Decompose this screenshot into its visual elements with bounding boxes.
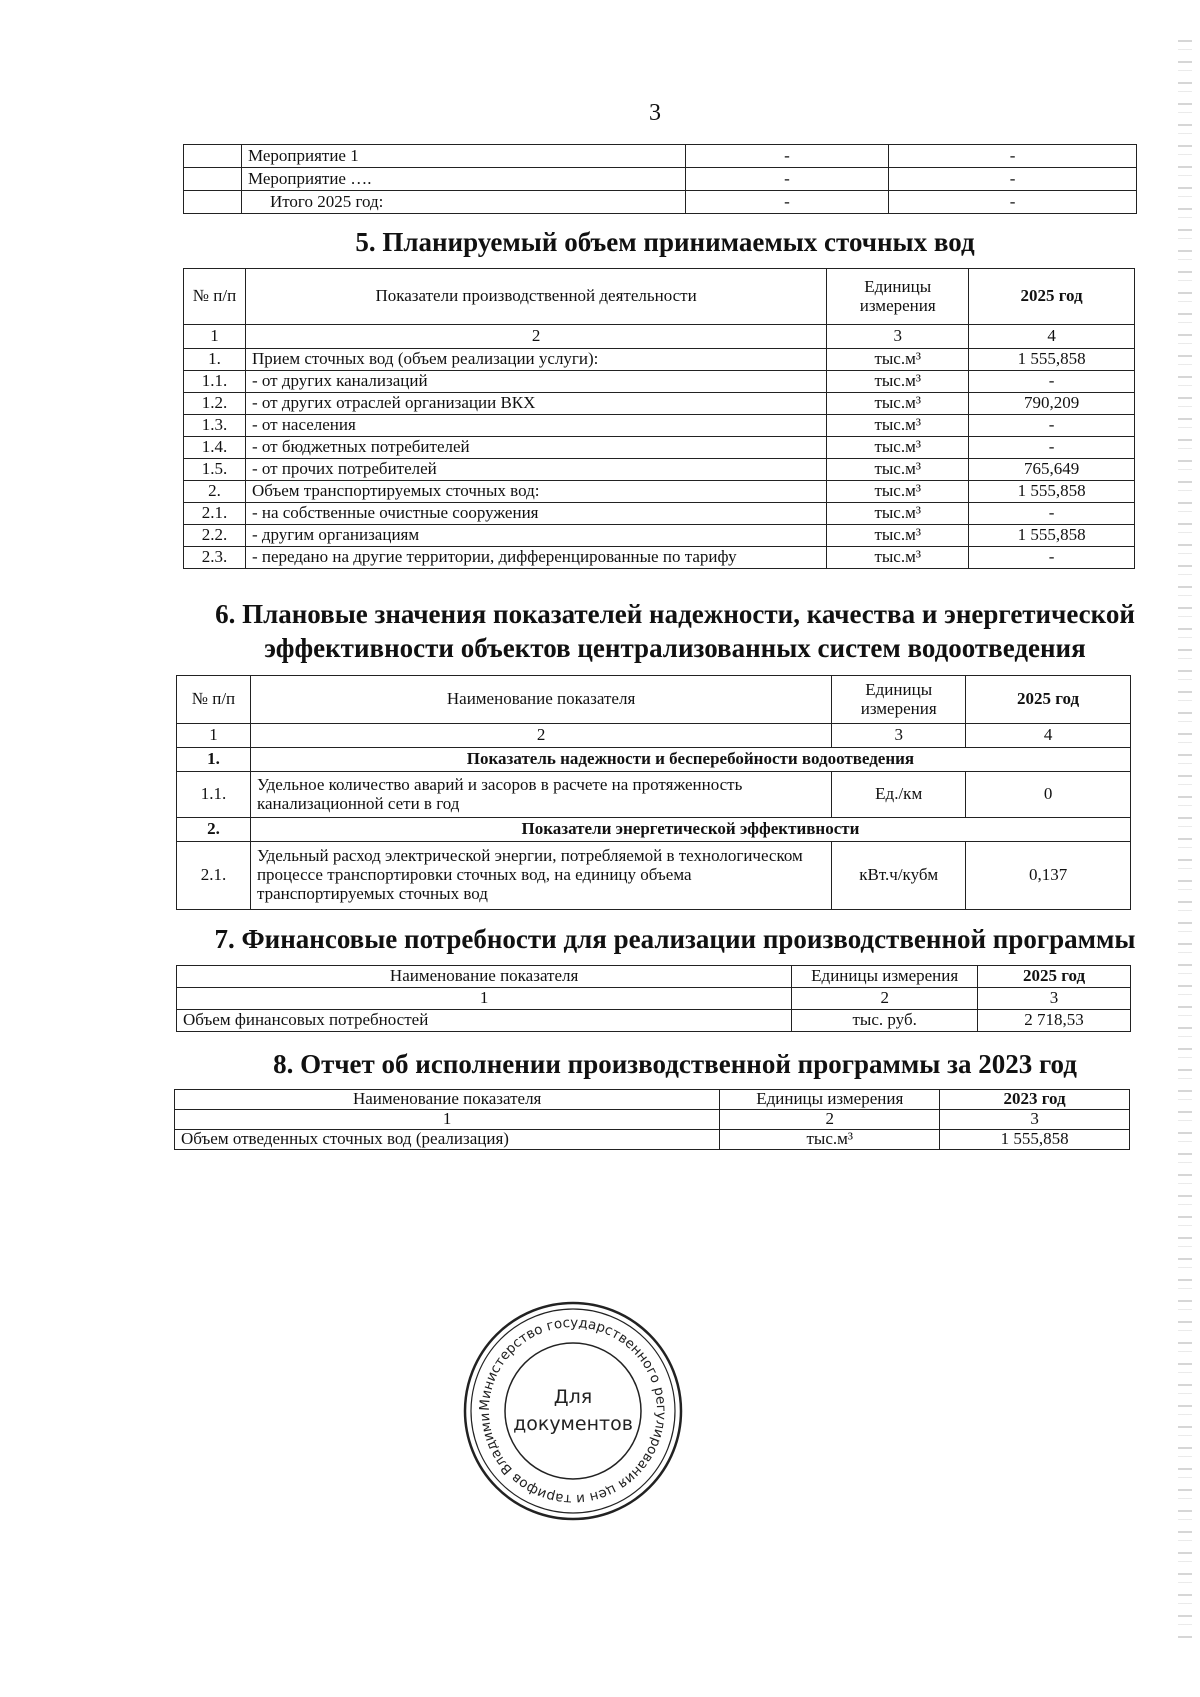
cell-value: 790,209: [969, 393, 1135, 415]
cell-unit: тыс.м³: [827, 525, 969, 547]
cell-name: - от бюджетных потребителей: [245, 437, 826, 459]
cell-value: 1 555,858: [969, 525, 1135, 547]
table-header-row: № п/п Показатели производственной деятельности Единицы измерения 2025 год: [184, 269, 1135, 325]
table-row: 1 2 3 4: [184, 325, 1135, 349]
table-row: [184, 415, 1135, 437]
table-header-row: № п/п Наименование показателя Единицы измерения 2025 год: [177, 676, 1131, 724]
table-row: 1.1. Удельное количество аварий и засоров в расчете на протяженность канализационной сети в год Ед./км 0: [177, 772, 1131, 818]
table-group-row: 2. Показатели энергетической эффективности: [177, 818, 1131, 842]
table-row: Мероприятие 1 - -: [184, 145, 1137, 168]
cell-n: 2.3.: [184, 547, 246, 569]
cell-name: - от населения: [245, 415, 826, 437]
table-row: [184, 481, 1135, 503]
cell-name: - от прочих потребителей: [245, 459, 826, 481]
table-row: [184, 459, 1135, 481]
cell-name: - другим организациям: [245, 525, 826, 547]
section6-title-line2: эффективности объектов централизованных систем водоотведения: [264, 633, 1086, 663]
section6-title-line1: 6. Плановые значения показателей надежности, качества и энергетической: [215, 599, 1135, 629]
table-row: 1 2 3: [177, 988, 1131, 1010]
stamp-seal-icon: [462, 1300, 684, 1522]
table-row: Объем отведенных сточных вод (реализация) тыс.м³ 1 555,858: [175, 1130, 1130, 1150]
cell-value: -: [969, 371, 1135, 393]
cell-unit: тыс.м³: [827, 459, 969, 481]
cell-n: 2.2.: [184, 525, 246, 547]
cell-n: 1.2.: [184, 393, 246, 415]
cell-n: 1.3.: [184, 415, 246, 437]
cell-value: 1 555,858: [969, 349, 1135, 371]
top-row-name: Итого 2025 год:: [241, 191, 685, 214]
table-row: [184, 393, 1135, 415]
section5-title: 5. Планируемый объем принимаемых сточных вод: [355, 227, 975, 257]
top-row-name: Мероприятие ….: [241, 168, 685, 191]
table-row: [184, 547, 1135, 569]
official-stamp: [462, 1300, 684, 1522]
section7-title: 7. Финансовые потребности для реализации производственной программы: [214, 924, 1136, 954]
cell-unit: тыс.м³: [827, 415, 969, 437]
section7-table: [176, 965, 1131, 1032]
cell-value: -: [969, 437, 1135, 459]
cell-value: 1 555,858: [969, 481, 1135, 503]
cell-name: - передано на другие территории, дифференцированные по тарифу: [245, 547, 826, 569]
cell-name: Прием сточных вод (объем реализации услуги):: [245, 349, 826, 371]
table-row: Мероприятие …. - -: [184, 168, 1137, 191]
section8-table: [174, 1089, 1130, 1150]
section5-body: [184, 349, 1135, 569]
cell-name: - на собственные очистные сооружения: [245, 503, 826, 525]
table-row: 1 2 3 4: [177, 724, 1131, 748]
table-row: [184, 437, 1135, 459]
cell-value: -: [969, 503, 1135, 525]
cell-unit: тыс.м³: [827, 349, 969, 371]
cell-unit: тыс.м³: [827, 393, 969, 415]
table-row: Итого 2025 год: - -: [184, 191, 1137, 214]
cell-unit: тыс.м³: [827, 547, 969, 569]
cell-value: -: [969, 547, 1135, 569]
cell-value: -: [969, 415, 1135, 437]
cell-name: - от других отраслей организации ВКХ: [245, 393, 826, 415]
table-group-row: 1. Показатель надежности и бесперебойности водоотведения: [177, 748, 1131, 772]
cell-n: 2.1.: [184, 503, 246, 525]
cell-n: 1.4.: [184, 437, 246, 459]
cell-name: Объем транспортируемых сточных вод:: [245, 481, 826, 503]
cell-unit: тыс.м³: [827, 437, 969, 459]
table-row: [184, 371, 1135, 393]
table-row: [184, 503, 1135, 525]
table-row: Объем финансовых потребностей тыс. руб. 2 718,53: [177, 1010, 1131, 1032]
cell-unit: тыс.м³: [827, 481, 969, 503]
table-header-row: Наименование показателя Единицы измерения 2023 год: [175, 1090, 1130, 1110]
table-row: 1 2 3: [175, 1110, 1130, 1130]
section5-table: [183, 268, 1135, 569]
table-row: 2.1. Удельный расход электрической энергии, потребляемой в технологическом процессе транспортировки сточных вод, на единицу объема транспортируемых сточных вод кВт.ч/кубм 0,137: [177, 842, 1131, 910]
top-row-name: Мероприятие 1: [241, 145, 685, 168]
page-number: 3: [649, 100, 661, 126]
top-table: [183, 144, 1137, 214]
table-header-row: Наименование показателя Единицы измерения 2025 год: [177, 966, 1131, 988]
stamp-center-line2: документов: [513, 1413, 633, 1435]
table-row: [184, 349, 1135, 371]
section8-title: 8. Отчет об исполнении производственной программы за 2023 год: [273, 1049, 1077, 1079]
stamp-center-line1: Для: [553, 1386, 593, 1408]
section6-table: [176, 675, 1131, 910]
cell-value: 765,649: [969, 459, 1135, 481]
table-row: [184, 525, 1135, 547]
cell-n: 1.5.: [184, 459, 246, 481]
cell-unit: тыс.м³: [827, 371, 969, 393]
scan-edge-artifact: [1178, 40, 1192, 1640]
cell-n: 1.1.: [184, 371, 246, 393]
stamp-ring-text: Министерство государственного регулирования цен и тарифов Владими: [476, 1314, 670, 1508]
cell-name: - от других канализаций: [245, 371, 826, 393]
cell-unit: тыс.м³: [827, 503, 969, 525]
cell-n: 1.: [184, 349, 246, 371]
cell-n: 2.: [184, 481, 246, 503]
